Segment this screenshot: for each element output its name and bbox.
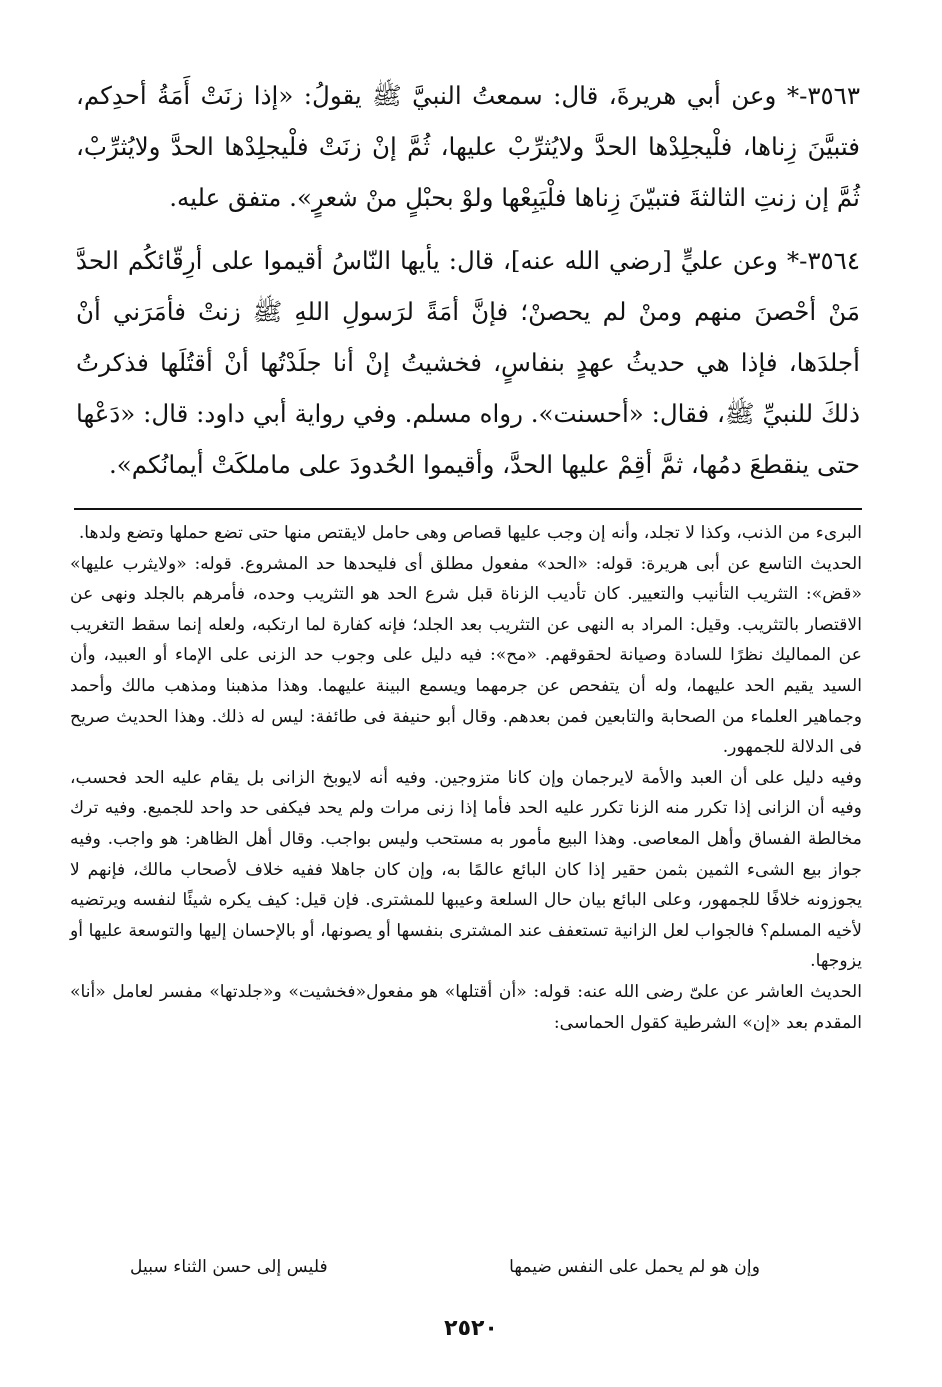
- commentary-paragraph: البرىء من الذنب، وكذا لا تجلد، وأنه إن وجب عليها قصاص وهى حامل لايقتص منها حتى تضع حملها وتضع ولدها.: [78, 523, 862, 543]
- hadith-3563: [76, 70, 860, 223]
- verse-first-hemistich: وإن هو لم يحمل على النفس ضيمها: [509, 1257, 760, 1277]
- page-number: ٢٥٢٠: [444, 1316, 498, 1341]
- poetry-verse: [130, 1252, 760, 1284]
- commentary-paragraph: الحديث العاشر عن علىّ رضى الله عنه: قوله: «أن أقتلها» هو مفعول«فخشيت» و«جلدتها» مفسر لعامل «أنا» المقدم بعد «إن» الشرطية كقول الحماسى:: [70, 981, 862, 1033]
- footnote-divider: [74, 508, 862, 510]
- hadith-3564: [76, 235, 860, 490]
- commentary-paragraph: الحديث التاسع عن أبى هريرة: قوله: «الحد» مفعول مطلق أى فليحدها حد المشروع. قوله: «ولايثرب عليها» «قض»: التثريب التأنيب والتعيير. كان تأديب الزناة قبل شرع الحد هو التثريب وحده، فأمرهم بالجلد ونهى عن الاقتصار بالتثريب. وقيل: المراد به النهى عن التثريب بعد الجلد؛ فإنه كفارة لما ارتكبه، ولعله إنما سقط التغريب عن المماليك نظرًا للسادة وصيانة لحقوقهم. «مح»: فيه دليل على وجوب حد الزنى على الإماء أو العبيد، وأن السيد يقيم الحد عليهما، وله أن يتفحص عن جرمهما ويسمع البينة عليهما. وهذا مذهبنا ومذهب مالك وأحمد وجماهير العلماء من الصحابة والتابعين فمن بعدهم. وقال أبو حنيفة فى طائفة: ليس له ذلك. وهذا الحديث صريح فى الدلالة للجمهور.: [70, 553, 862, 758]
- hadith-3564-text: ٣٥٦٤-* وعن عليٍّ [رضي الله عنه]، قال: يأيها النّاسُ أقيموا على أرِقّائكُم الحدَّ مَنْ أحْصنَ منهم ومنْ لم يحصنْ؛ فإنَّ أمَةً لرَسولِ اللهِ ﷺ زنتْ فأمَرَني أنْ أجلدَها، فإذا هي حديثُ عهدٍ بنفاسٍ، فخشيتُ إنْ أنا جلَدْتُها أنْ أقتُلَها فذكرتُ ذلكَ للنبيِّ ﷺ، فقال: «أحسنت». رواه مسلم. وفي رواية أبي داود: قال: «دَعْها حتى ينقطعَ دمُها، ثمَّ أقِمْ عليها الحدَّ، وأقيموا الحُدودَ على ماملكَتْ أيمانُكم».: [76, 246, 860, 479]
- commentary-paragraph: وفيه دليل على أن العبد والأمة لايرجمان وإن كانا متزوجين. وفيه أنه لايوبخ الزانى بل يقام عليه الحد فحسب، وفيه أن الزانى إذا تكرر منه الزنا تكرر عليه الحد فأما إذا زنى مرات ولم يحد فيكفى حد واحد للجميع. وفيه ترك مخالطة الفساق وأهل المعاصى. وهذا البيع مأمور به مستحب وليس بواجب. وقال أهل الظاهر: هو واجب. وفيه جواز بيع الشىء الثمين بثمن حقير إذا كان البائع عالمًا به، وإن كان جاهلا ففيه خلاف لأصحاب مالك، فإنهم لا يجوزونه خلافًا للجمهور، وعلى البائع بيان حال السلعة وعيبها للمشترى. فإن قيل: كيف يكره شيئًا لنفسه ويرتضيه لأخيه المسلم؟ فالجواب لعل الزانية تستعفف عند المشترى بنفسها أو يصونها، أو بالإحسان إليها والتوسعة عليها أو يزوجها.: [70, 767, 862, 972]
- hadith-3563-text: ٣٥٦٣-* وعن أبي هريرةَ، قال: سمعتُ النبيَّ ﷺ يقولُ: «إذا زنَتْ أَمَةُ أحدِكم، فتبيَّنَ زِناها، فلْيجلِدْها الحدَّ ولايُثرِّبْ عليها، ثُمَّ إنْ زنَتْ فلْيجلِدْها الحدَّ ولايُثرِّبْ، ثُمَّ إن زنتِ الثالثةَ فتبيّنَ زِناها فلْيَبِعْها ولوْ بحبْلٍ منْ شعرٍ». متفق عليه.: [76, 81, 860, 212]
- verse-second-hemistich: فليس إلى حسن الثناء سبيل: [130, 1257, 328, 1277]
- commentary: [70, 518, 862, 1038]
